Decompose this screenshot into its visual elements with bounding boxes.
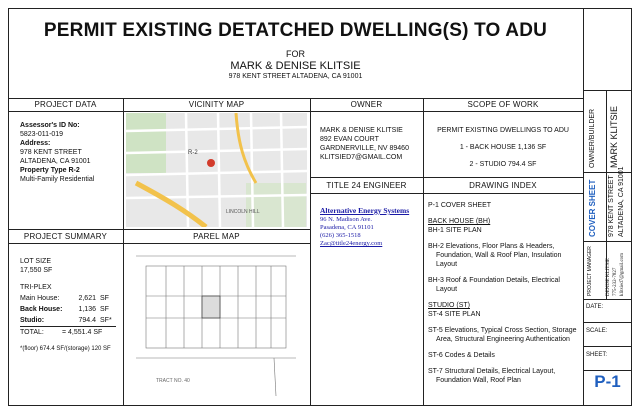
index-item: BH-3 Roof & Foundation Details, Electrical Layout xyxy=(428,277,560,293)
title24-header: TITLE 24 ENGINEER xyxy=(326,181,407,190)
index-item: BH-1 SITE PLAN xyxy=(428,227,482,234)
scope-header: SCOPE OF WORK xyxy=(467,100,539,109)
parcel-tract-label: TRACT NO. 40 xyxy=(156,378,190,384)
index-item: ST-7 Structural Details, Electrical Layout, Foundation Wall, Roof Plan xyxy=(428,368,556,384)
building-type: TRI-PLEX xyxy=(20,284,52,291)
vicinity-route-label: R-2 xyxy=(188,150,198,156)
vicinity-map xyxy=(126,113,307,227)
tb-role: OWNER/BUILDER xyxy=(589,108,596,168)
tb-line-6 xyxy=(583,370,632,371)
index-heading: STUDIO (ST) xyxy=(428,302,470,309)
header-divider xyxy=(8,98,583,99)
tb-sheet-number: P-1 xyxy=(594,372,621,391)
engineer-street: 96 N. Madison Ave. xyxy=(320,216,373,223)
owner-header: OWNER xyxy=(350,100,383,109)
subject-parcel xyxy=(202,296,220,318)
summary-total-value: = 4,551.4 SF xyxy=(62,329,103,336)
vicinity-street-label: LINCOLN HILL xyxy=(226,209,260,215)
summary-row-unit: SF* xyxy=(100,317,112,324)
tb-owner-name: MARK KLITSIE xyxy=(609,105,619,168)
engineer-company: Alternative Energy Systems xyxy=(320,206,410,215)
summary-row-value: 794.4 xyxy=(78,317,96,324)
parcel-map-header: PAREL MAP xyxy=(193,232,240,241)
highway xyxy=(136,183,206,227)
index-item: ST-6 Codes & Details xyxy=(428,352,495,359)
summary-row-value: 1,136 xyxy=(78,306,96,313)
park-area xyxy=(126,113,166,173)
scope-of-work xyxy=(423,126,583,169)
apn-value: 5823-011-019 xyxy=(20,131,64,138)
drawing-index xyxy=(428,201,580,385)
owner-street: 892 EVAN COURT xyxy=(320,136,379,143)
tb-scale-label: SCALE: xyxy=(586,328,608,334)
summary-row xyxy=(20,316,116,327)
vicinity-map-header: VICINITY MAP xyxy=(188,100,245,109)
tb-pm-name: DENISE KLITSIE xyxy=(606,258,611,296)
title-for: FOR xyxy=(286,49,305,59)
address-label: Address: xyxy=(20,140,51,147)
property-type: Property Type R-2 xyxy=(20,167,80,174)
tb-line-3 xyxy=(583,299,632,300)
index-item: P-1 COVER SHEET xyxy=(428,202,492,209)
property-use: Multi-Family Residential xyxy=(20,176,95,183)
tb-address-1: 978 KENT STREET xyxy=(608,175,615,237)
summary-footnote: *(floor) 674.4 SF/(storage) 120 SF xyxy=(20,346,111,352)
apn-label: Assessor's ID No: xyxy=(20,122,80,129)
col-divider-1 xyxy=(123,98,124,406)
title-address: 978 KENT STREET ALTADENA, CA 91001 xyxy=(228,73,363,80)
scope-line1: PERMIT EXISTING DWELLINGS TO ADU xyxy=(437,127,569,134)
owner-city: GARDNERVILLE, NV 89460 xyxy=(320,145,409,152)
tb-sheet-label: SHEET: xyxy=(586,352,608,358)
index-heading: BACK HOUSE (BH) xyxy=(428,218,491,225)
engineer-info xyxy=(320,206,422,248)
index-item: ST-4 SITE PLAN xyxy=(428,311,481,318)
project-summary-header: PROJECT SUMMARY xyxy=(23,232,108,241)
lot-size-label: LOT SIZE xyxy=(20,258,51,265)
owner-name: MARK & DENISE KLITSIE xyxy=(320,127,403,134)
summary-row-unit: SF xyxy=(100,295,109,302)
index-item: ST-5 Elevations, Typical Cross Section, Storage Area, Structural Engineering Authentication xyxy=(428,327,577,343)
tb-line-2 xyxy=(583,241,632,242)
vicinity-map-graphic xyxy=(126,113,307,227)
summary-row xyxy=(20,305,122,314)
title-header xyxy=(8,20,583,80)
section-header-line xyxy=(8,111,583,112)
tb-date-label: DATE: xyxy=(586,304,604,310)
tb-line-4 xyxy=(583,322,632,323)
tb-line-5 xyxy=(583,346,632,347)
address-line1: 978 KENT STREET xyxy=(20,149,82,156)
parcel-map-graphic xyxy=(126,246,307,404)
engineer-city: Pasadena, CA 91101 xyxy=(320,224,374,231)
row-divider-left xyxy=(8,229,310,230)
tb-top-line xyxy=(583,90,632,91)
parcel-lines xyxy=(136,256,296,396)
project-data-header: PROJECT DATA xyxy=(34,100,97,109)
row-divider-left-2 xyxy=(8,243,310,244)
tb-pm-phone: 775-232-7827 xyxy=(613,267,618,296)
summary-total xyxy=(20,328,122,337)
drawing-index-header: DRAWING INDEX xyxy=(469,181,537,190)
summary-row-value: 2,621 xyxy=(78,295,96,302)
tb-address-2: ALTADENA, CA 91001 xyxy=(618,166,625,237)
tb-sheet-name: COVER SHEET xyxy=(588,179,597,237)
scope-item1: 1 - BACK HOUSE 1,136 SF xyxy=(459,144,547,151)
summary-row-label: Main House: xyxy=(20,295,60,302)
engineer-email[interactable]: Zac@title24energy.com xyxy=(320,240,383,247)
page-title: PERMIT EXISTING DETATCHED DWELLING(S) TO ADU xyxy=(43,20,548,41)
summary-total-label: TOTAL: xyxy=(20,329,44,336)
address-line2: ALTADENA, CA 91001 xyxy=(20,158,91,165)
row-divider-right xyxy=(310,177,583,178)
title-owner-names: MARK & DENISE KLITSIE xyxy=(230,60,361,72)
project-data xyxy=(20,121,120,184)
owner-info xyxy=(320,126,422,162)
summary-row-label: Studio: xyxy=(20,317,45,324)
engineer-phone: (626) 365-1518 xyxy=(320,232,361,239)
park-area-2 xyxy=(246,183,306,227)
index-item: BH-2 Elevations, Floor Plans & Headers, Foundation, Wall & Roof Plan, Insulation Layout xyxy=(428,243,562,268)
site-marker-icon xyxy=(207,159,215,167)
summary-row xyxy=(20,294,122,303)
summary-row-unit: SF xyxy=(100,306,109,313)
tb-pm-email[interactable]: klitsied7@gmail.com xyxy=(620,252,625,296)
scope-item2: 2 - STUDIO 794.4 SF xyxy=(469,161,537,168)
parcel-map xyxy=(126,246,307,404)
tb-pm-label: PROJECT MANAGER xyxy=(587,246,593,296)
summary-row-label: Back House: xyxy=(20,306,63,313)
project-summary xyxy=(20,257,122,354)
lot-size-value: 17,550 SF xyxy=(20,267,53,274)
row-divider-right-2 xyxy=(310,193,583,194)
owner-email: KLITSIED7@GMAIL.COM xyxy=(320,154,403,161)
col-divider-2 xyxy=(310,98,311,406)
